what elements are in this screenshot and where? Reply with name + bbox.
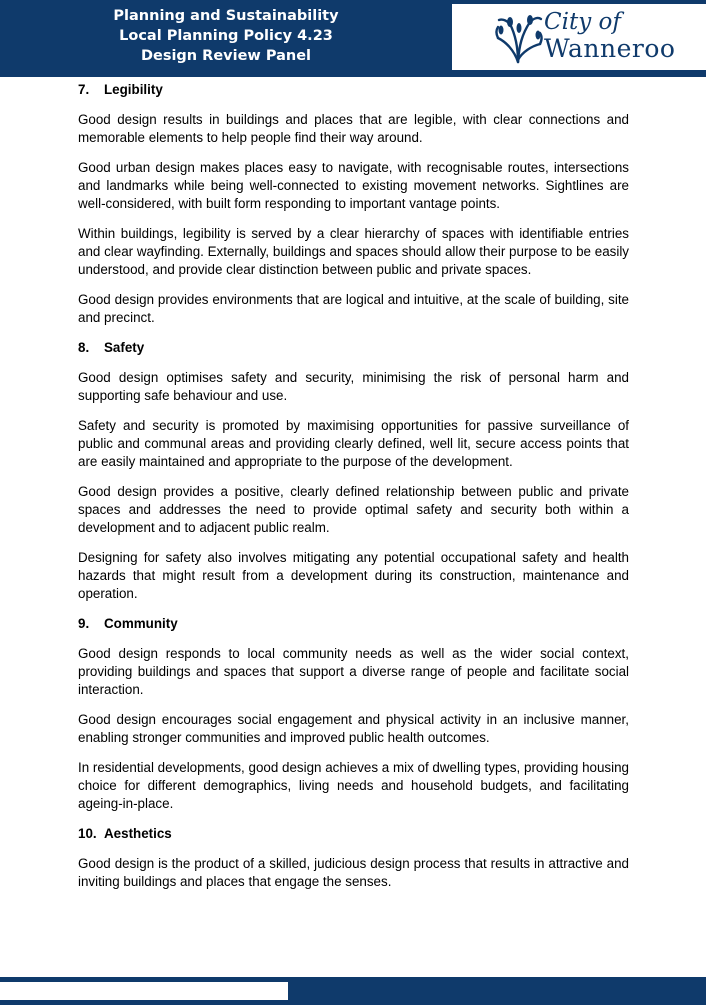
paragraph: Good design is the product of a skilled, judicious design process that results in attractive and inviting buildings and places that engage the senses. — [78, 856, 629, 889]
logo-text-wanneroo: Wanneroo — [544, 34, 676, 63]
paragraph: Good design results in buildings and places that are legible, with clear connections and memorable elements to help people find their way around. — [78, 112, 629, 145]
paragraph: Good design optimises safety and security, minimising the risk of personal harm and supporting safe behaviour and use. — [78, 370, 629, 403]
kangaroo-paw-flower-icon — [492, 10, 544, 64]
paragraph: Good design provides environments that are logical and intuitive, at the scale of building, site and precinct. — [78, 292, 629, 325]
section-heading-legibility — [78, 81, 629, 99]
page-header — [0, 0, 706, 77]
footer-white-bar — [0, 982, 288, 1000]
paragraph: Safety and security is promoted by maximising opportunities for passive surveillance of public and communal areas and providing clearly defined, well lit, secure access points that are easily maintained and appropriate to the purpose of the development. — [78, 418, 629, 469]
section-title: Community — [104, 616, 178, 631]
section-heading-community — [78, 615, 629, 633]
section-heading-aesthetics — [78, 825, 629, 843]
document-body — [78, 81, 629, 903]
section-number: 10. — [78, 826, 97, 841]
header-title-line3: Design Review Panel — [140, 48, 312, 64]
section-title: Safety — [104, 340, 145, 355]
section-number: 8. — [78, 340, 90, 355]
paragraph: Good design responds to local community needs as well as the wider social context, providing buildings and spaces that support a diverse range of people and facilitate social interaction. — [78, 646, 629, 697]
section-number: 7. — [78, 82, 90, 97]
paragraph: Within buildings, legibility is served by a clear hierarchy of spaces with identifiable entries and clear wayfinding. Externally, buildings and spaces should allow their purpose to be easily understood, and provide clear distinction between public and private spaces. — [78, 226, 629, 277]
section-title: Aesthetics — [104, 826, 172, 841]
paragraph: Good design provides a positive, clearly defined relationship between public and private spaces and addresses the need to provide optimal safety and security both within a development and to adjacent public realm. — [78, 484, 629, 535]
paragraph: Good design encourages social engagement and physical activity in an inclusive manner, enabling stronger communities and improved public health outcomes. — [78, 712, 629, 745]
section-heading-safety — [78, 339, 629, 357]
paragraph: Designing for safety also involves mitigating any potential occupational safety and health hazards that might result from a development during its construction, maintenance and operation. — [78, 550, 629, 601]
paragraph: Good urban design makes places easy to navigate, with recognisable routes, intersections and landmarks while being well-connected to existing movement networks. Sightlines are well-considered, with built form responding to important vantage points. — [78, 160, 629, 211]
logo-text-city-of: City of — [544, 9, 621, 35]
header-title-line1: Planning and Sustainability — [113, 8, 339, 24]
header-title-line2: Local Planning Policy 4.23 — [119, 28, 333, 44]
paragraph: In residential developments, good design achieves a mix of dwelling types, providing housing choice for different demographics, living needs and household budgets, and facilitating ageing-in-place. — [78, 760, 629, 811]
section-number: 9. — [78, 616, 90, 631]
section-title: Legibility — [104, 82, 163, 97]
header-title — [0, 6, 452, 66]
city-logo — [452, 4, 706, 70]
